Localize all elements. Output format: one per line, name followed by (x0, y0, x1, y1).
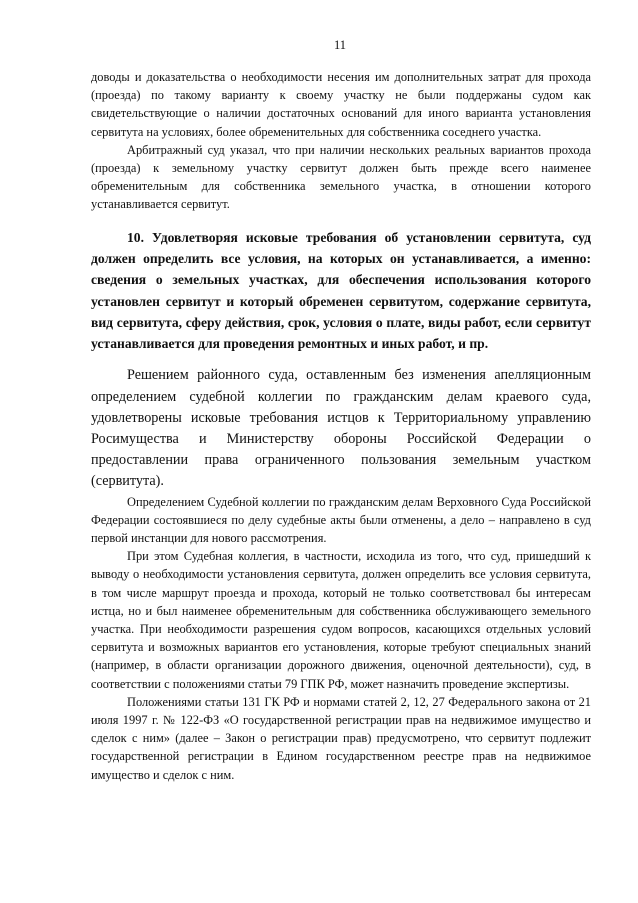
paragraph-registration-law: Положениями статьи 131 ГК РФ и нормами статей 2, 12, 27 Федерального закона от 21 июля 1997 г. № 122-ФЗ «О государственной регистрации прав на недвижимое имущество и сделок с ним» (далее – Закон о регистрации прав) предусмотрено, что сервитут подлежит государственной регистрации в Едином государственном реестре прав на недвижимое имущество и сделок с ним. (91, 694, 591, 782)
paragraph-continuation: доводы и доказательства о необходимости несения им дополнительных затрат для прохода (проезда) по такому варианту к своему участку не были поддержаны судом как свидетельствующие о наличии достаточных оснований для иного варианта установления сервитута на условиях, более обременительных для собственника соседнего участка. (91, 70, 591, 139)
paragraph-district-court: Решением районного суда, оставленным без изменения апелляционным определением судебной коллегии по гражданским делам краевого суда, удовлетворены исковые требования истцов к Территориальному управлению Росимущества и Министерству обороны Российской Федерации о предоставлении права ограниченного пользования земельным участком (сервитута). (91, 367, 591, 490)
document-body (91, 68, 591, 784)
section-heading-10: 10. Удовлетворяя исковые требования об установлении сервитута, суд должен определить все условия, на которых он устанавливается, а именно: сведения о земельных участках, для обеспечения использования которого установлен сервитут и который обременен сервитутом, содержание сервитута, вид сервитута, сферу действия, срок, условия о плате, виды работ, если сервитут устанавливается для проведения ремонтных и иных работ, и пр. (91, 229, 591, 352)
paragraph-arbitration-court: Арбитражный суд указал, что при наличии нескольких реальных вариантов прохода (проезда) к земельному участку сервитут должен быть прежде всего наименее обременительным для собственника земельного участка, в отношении которого устанавливается сервитут. (91, 142, 591, 212)
page-number: 11 (333, 38, 347, 52)
paragraph-judicial-board: При этом Судебная коллегия, в частности, исходила из того, что суд, пришедший к выводу о необходимости установления сервитута, должен определить все условия сервитута, в том числе маршрут проезда и прохода, который не только соответствовал бы интересам истца, но и был наименее обременительным для собственника обслуживающего земельного участка. При необходимости разрешения судом вопросов, касающихся отдельных условий сервитута и возможных вариантов его установления, которые требуют специальных знаний (например, в области организации дорожного движения, оценочной деятельности), суд, в соответствии с положениями статьи 79 ГПК РФ, может назначить проведение экспертизы. (91, 549, 591, 691)
paragraph-supreme-court-ruling: Определением Судебной коллегии по гражданским делам Верховного Суда Российской Федерации состоявшиеся по делу судебные акты были отменены, а дело – направлено в суд первой инстанции для нового рассмотрения. (91, 494, 591, 546)
